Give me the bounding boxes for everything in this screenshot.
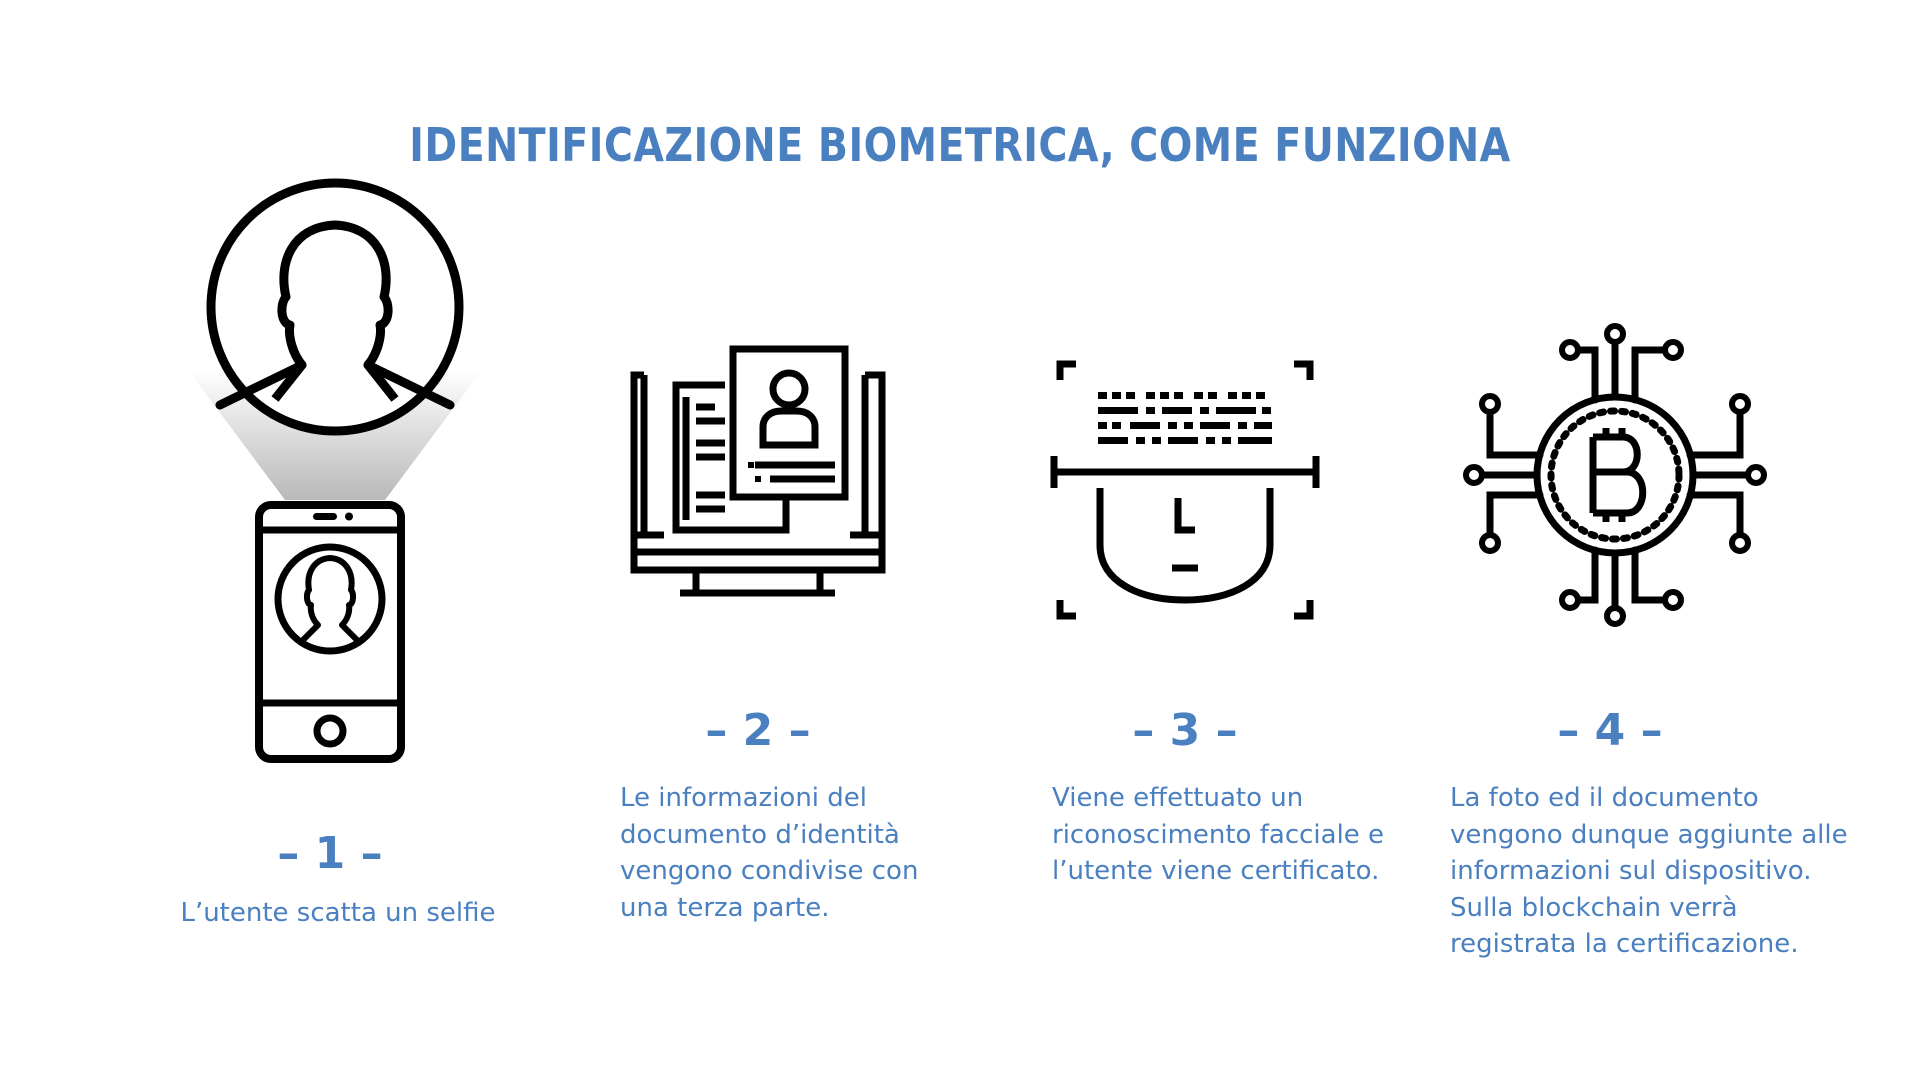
face-scan-icon [1050,360,1320,625]
step-text-4: La foto ed il documento vengono dunque aggiunte alle informazioni sul dispositivo. Sulla blockchain verrà registrata la certificazione. [1450,783,1848,959]
step-text-3: Viene effettuato un riconoscimento facciale e l’utente viene certificato. [1052,783,1385,886]
step-number-4: – 4 – [1557,705,1663,756]
step-text-1: L’utente scatta un selfie [180,898,496,928]
smartphone-icon [259,505,401,759]
scan-dots [1098,392,1272,444]
step-number-2: – 2 – [705,705,811,756]
bitcoin-blockchain-icon [1460,320,1770,630]
page-title: IDENTIFICAZIONE BIOMETRICA, COME FUNZIONA [409,118,1511,172]
step-number-3: – 3 – [1132,705,1238,756]
selfie-phone-icon [180,175,490,770]
identity-document-monitor-icon [630,345,895,605]
user-avatar-icon [211,183,459,431]
bitcoin-symbol [1593,428,1643,522]
step-number-1: – 1 – [277,828,383,879]
step-text-2: Le informazioni del documento d’identità vengono condivise con una terza parte. [620,783,919,923]
